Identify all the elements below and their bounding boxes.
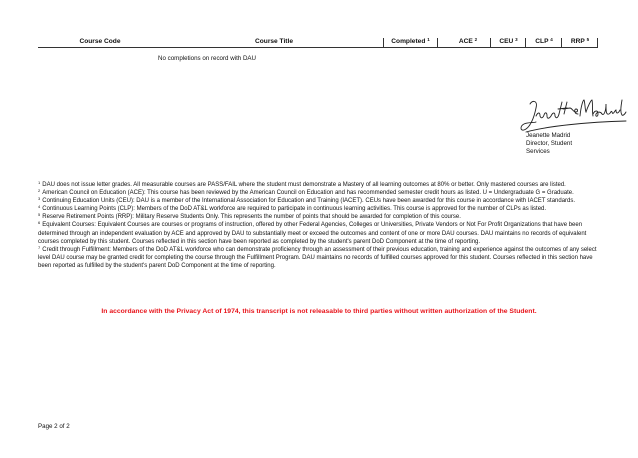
privacy-notice: In accordance with the Privacy Act of 1974, this transcript is not releasable to third parties without written authorization of the Student. [101, 308, 537, 315]
signer-title-continued: Services [526, 148, 550, 156]
header-ace: ACE $^2$ [458, 37, 478, 45]
signer-block [526, 132, 572, 157]
footnote: $^7$ Credit through Fulfillment: Members of the DoD AT&L workforce who can demonstrate proficiency through an assessment of their previous education, training and experience against the outcomes of any select level DAU course may be granted credit for completing the course through the Fulfillment Program. DAU maintains no records of fulfilled courses approved for this student. Courses reflected in this section have been reported as fulfilled by the student's parent DoD Component at the time of reporting. [38, 244, 597, 269]
page-number: Page 2 of 2 [38, 423, 70, 430]
table-header [38, 38, 598, 48]
signer-title: Director, Student [526, 140, 573, 148]
signature-image [518, 96, 628, 136]
header-ceu: CEU $^3$ [499, 37, 518, 45]
header-course-code: Course Code [79, 38, 121, 45]
footnotes [38, 181, 600, 270]
footnote: $^5$ Reserve Retirement Points (RRP): Military Reserve Students Only. This represents the number of points that should be awarded for completion of this course. [38, 212, 461, 221]
header-clp: CLP $^4$ [535, 37, 553, 45]
footnote: $^2$ American Council on Education (ACE): This course has been reviewed by the American Council on Education and has recommended semester credit hours as listed. U = Undergraduate G = Graduate. [38, 188, 574, 197]
header-course-title: Course Title [255, 38, 293, 45]
no-completions-message: No completions on record with DAU [158, 55, 257, 62]
header-rrp: RRP $^5$ [570, 37, 590, 45]
footnote: $^3$ Continuing Education Units (CEU): DAU is a member of the International Association for Education and Training (IACET). CEUs have been awarded for this course in accordance with IACET standards. [38, 196, 576, 205]
footnote: $^1$ DAU does not issue letter grades. All measurable courses are PASS/FAIL where the student must demonstrate a Mastery of all learning outcomes at 80% or better. Only mastered courses are listed. [38, 180, 566, 188]
header-divider [597, 38, 598, 48]
footnote: $^4$ Continuous Learning Points (CLP): Members of the DoD AT&L workforce are required to participate in continuous learning activities. This course is approved for the number of CLPs as listed. [38, 204, 547, 213]
signer-name: Jeanette Madrid [526, 132, 571, 139]
header-completed: Completed $^1$ [391, 37, 430, 45]
footnote: $^6$ Equivalent Courses: Equivalent Courses are courses or programs of instruction, offered by other Federal Agencies, Colleges or Universities, Private Vendors or Not For Profit Organizations that have been determined through an independent evaluation by ACE and approved by DAU to substantially meet or exceed the outcomes and content of one or more DAU courses. DAU maintains no records of equivalent courses completed by this student. Courses reflected in this section have been reported as completed by the student's parent DoD Component at the time of reporting. [38, 220, 587, 245]
